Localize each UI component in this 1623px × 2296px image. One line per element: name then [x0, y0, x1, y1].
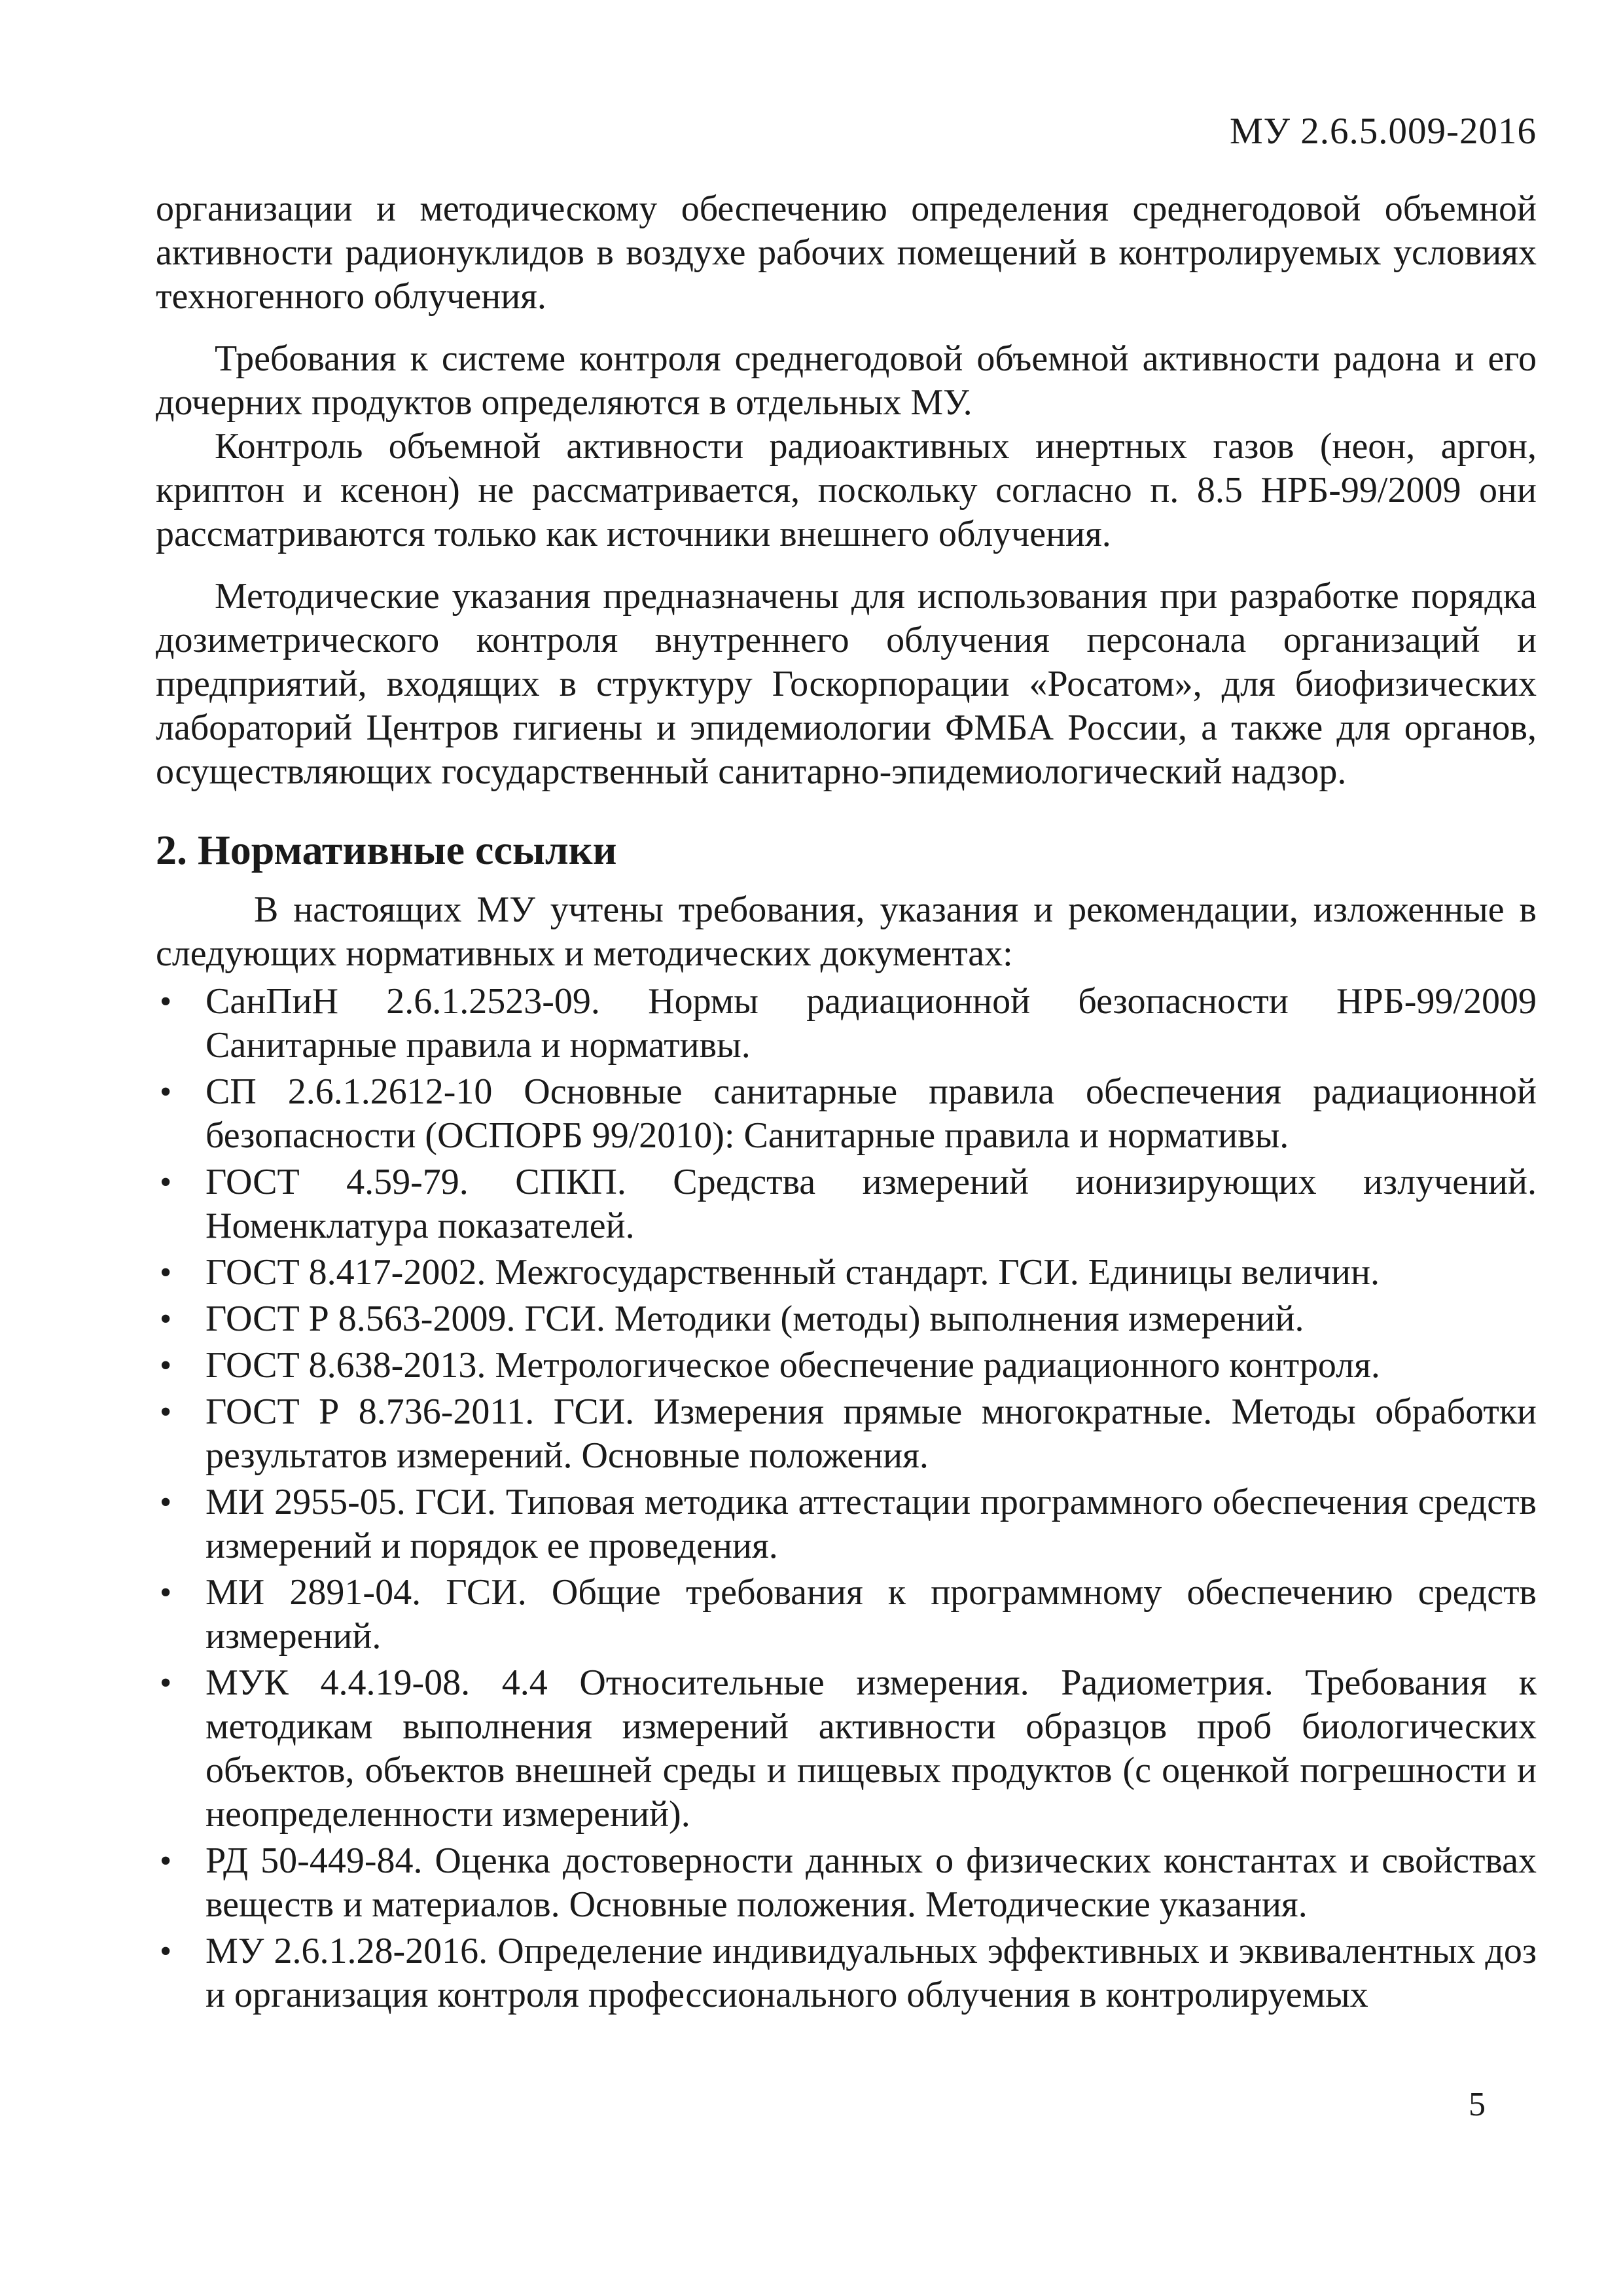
reference-text: МУ 2.6.1.28-2016. Определение индивидуальных эффективных и эквивалентных доз и организация контроля профессионального облучения в контролируемых	[205, 1931, 1537, 2015]
paragraph-radon-requirements: Требования к системе контроля среднегодовой объемной активности радона и его дочерних продуктов определяются в отдельных МУ.	[156, 338, 1537, 423]
bullet-icon: •	[160, 1393, 172, 1431]
reference-item	[156, 1390, 1537, 1478]
page-content	[156, 187, 1537, 2020]
paragraph-continuation: организации и методическому обеспечению определения среднегодовой объемной активности радионуклидов в воздухе рабочих помещений в контролируемых условиях техногенного облучения.	[156, 188, 1537, 317]
bullet-icon: •	[160, 1574, 172, 1611]
reference-text: РД 50-449-84. Оценка достоверности данных о физических константах и свойствах веществ и материалов. Основные положения. Методические указания.	[205, 1840, 1537, 1925]
reference-item	[156, 1297, 1537, 1341]
reference-text: СП 2.6.1.2612-10 Основные санитарные правила обеспечения радиационной безопасности (ОСПОРБ 99/2010): Санитарные правила и нормативы.	[205, 1071, 1537, 1156]
bullet-icon: •	[160, 983, 172, 1020]
section-intro: В настоящих МУ учтены требования, указания и рекомендации, изложенные в следующих нормативных и методических документах:	[156, 889, 1537, 974]
references-list	[156, 980, 1537, 2017]
bullet-icon: •	[160, 1842, 172, 1880]
reference-item	[156, 1251, 1537, 1295]
bullet-icon: •	[160, 1300, 172, 1338]
bullet-icon: •	[160, 1164, 172, 1201]
reference-item	[156, 1929, 1537, 2017]
reference-text: СанПиН 2.6.1.2523-09. Нормы радиационной безопасности НРБ-99/2009 Санитарные правила и нормативы.	[205, 981, 1537, 1066]
reference-item	[156, 980, 1537, 1067]
reference-text: МИ 2955-05. ГСИ. Типовая методика аттестации программного обеспечения средств измерений и порядок ее проведения.	[205, 1482, 1537, 1566]
bullet-icon: •	[160, 1347, 172, 1384]
reference-item	[156, 1571, 1537, 1659]
bullet-icon: •	[160, 1254, 172, 1291]
bullet-icon: •	[160, 1073, 172, 1111]
bullet-icon: •	[160, 1664, 172, 1702]
reference-item	[156, 1070, 1537, 1158]
reference-item	[156, 1160, 1537, 1248]
reference-text: МУК 4.4.19-08. 4.4 Относительные измерения. Радиометрия. Требования к методикам выполнения измерений активности образцов проб биологических объектов, объектов внешней среды и пищевых продуктов (с оценкой погрешности и неопределенности измерений).	[205, 1662, 1537, 1835]
reference-text: МИ 2891-04. ГСИ. Общие требования к программному обеспечению средств измерений.	[205, 1572, 1537, 1657]
paragraph-purpose: Методические указания предназначены для использования при разработке порядка дозиметрического контроля внутреннего облучения персонала организаций и предприятий, входящих в структуру Госкорпорации «Росатом», для биофизических лабораторий Центров гигиены и эпидемиологии ФМБА России, а также для органов, осуществляющих государственный санитарно-эпидемиологический надзор.	[156, 576, 1537, 792]
document-code-header: МУ 2.6.5.009-2016	[1229, 111, 1537, 152]
reference-item	[156, 1839, 1537, 1927]
section-heading: 2. Нормативные ссылки	[156, 827, 617, 873]
reference-item	[156, 1661, 1537, 1837]
bullet-icon: •	[160, 1933, 172, 1970]
bullet-icon: •	[160, 1484, 172, 1521]
reference-item	[156, 1480, 1537, 1568]
reference-text: ГОСТ Р 8.563-2009. ГСИ. Методики (методы) выполнения измерений.	[205, 1299, 1304, 1339]
reference-text: ГОСТ 8.417-2002. Межгосударственный стандарт. ГСИ. Единицы величин.	[205, 1252, 1380, 1293]
page-number: 5	[1469, 2086, 1486, 2123]
reference-text: ГОСТ 8.638-2013. Метрологическое обеспечение радиационного контроля.	[205, 1345, 1380, 1386]
reference-text: ГОСТ 4.59-79. СПКП. Средства измерений ионизирующих излучений. Номенклатура показателей.	[205, 1162, 1537, 1246]
reference-text: ГОСТ Р 8.736-2011. ГСИ. Измерения прямые многократные. Методы обработки результатов измерений. Основные положения.	[205, 1391, 1537, 1476]
paragraph-inert-gases: Контроль объемной активности радиоактивных инертных газов (неон, аргон, криптон и ксенон) не рассматривается, поскольку согласно п. 8.5 НРБ-99/2009 они рассматриваются только как источники внешнего облучения.	[156, 426, 1537, 554]
reference-item	[156, 1344, 1537, 1388]
